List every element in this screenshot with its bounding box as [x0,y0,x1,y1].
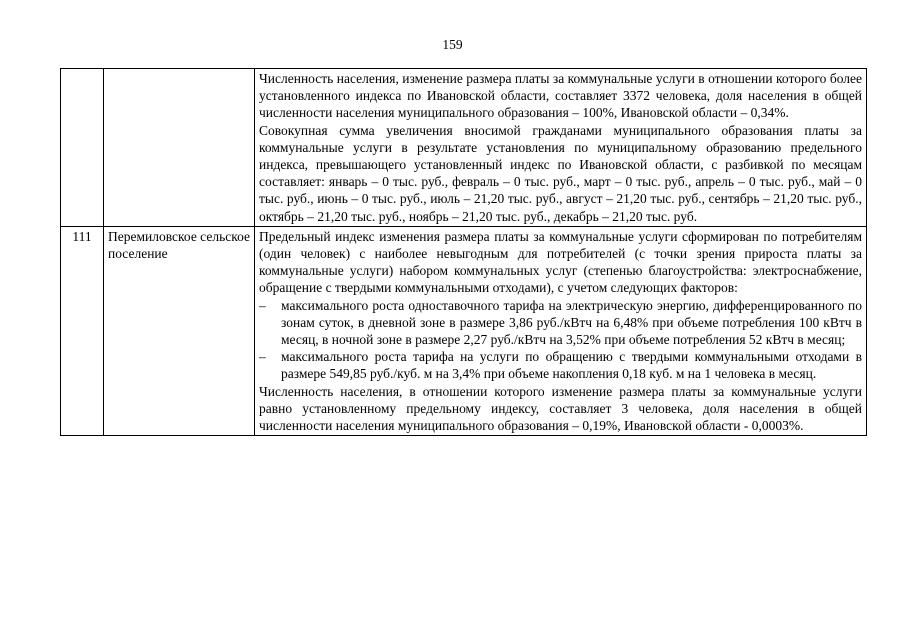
municipality-name-cell: Перемиловское сельское поселение [104,226,255,435]
row-number-cell: 111 [61,226,104,435]
list-item-text: максимального роста одноставочного тарифа на электрическую энергию, дифференцированного по зонам суток, в дневной зоне в размере 3,86 руб./кВтч на 6,48% при объеме потребления 100 кВтч в месяц, в ночной зоне в размере 2,27 руб./кВтч на 3,52% при объеме потребления 52 кВтч в месяц; [281,297,862,348]
description-cell [255,69,867,227]
paragraph: Совокупная сумма увеличения вносимой гражданами муниципального образования платы за коммунальные услуги в результате установления по муниципальному образованию предельного индекса, превышающего установленный индекс по Ивановской области, с разбивкой по месяцам составляет: январь – 0 тыс. руб., февраль – 0 тыс. руб., март – 0 тыс. руб., апрель – 0 тыс. руб., май – 0 тыс. руб., июнь – 0 тыс. руб., июль – 21,20 тыс. руб., август – 21,20 тыс. руб., сентябрь – 21,20 тыс. руб., октябрь – 21,20 тыс. руб., ноябрь – 21,20 тыс. руб., декабрь – 21,20 тыс. руб. [259,122,862,224]
bullet-marker: – [259,297,266,313]
paragraph: Предельный индекс изменения размера платы за коммунальные услуги сформирован по потребителям (один человек) с наиболее невыгодным для потребителей (с точки зрения прироста платы за коммунальные услуги) набором коммунальных услуг (степенью благоустройства: электроснабжение, обращение с твердыми коммунальными отходами), с учетом следующих факторов: [259,228,862,296]
row-number-cell [61,69,104,227]
municipality-name-cell [104,69,255,227]
list-item [259,297,862,349]
page-number: 159 [442,37,463,52]
description-cell [255,226,867,435]
paragraph: Численность населения, в отношении которого изменение размера платы за коммунальные услуги равно установленному предельному индексу, составляет 3 человека, доля населения в общей численности населения муниципального образования – 0,19%, Ивановской области - 0,0003%. [259,383,862,434]
data-table [60,68,867,436]
table-row [61,69,867,227]
table-row [61,226,867,435]
list-item [259,348,862,382]
bullet-marker: – [259,349,266,365]
paragraph: Численность населения, изменение размера платы за коммунальные услуги в отношении которого более установленного индекса по Ивановской области, составляет 3372 человека, доля населения в общей численности населения муниципального образования – 100%, Ивановской области – 0,34%. [259,71,862,121]
list-item-text: максимального роста тарифа на услуги по обращению с твердыми коммунальными отходами в размере 549,85 руб./куб. м на 3,4% при объеме накопления 0,18 куб. м на 1 человека в месяц. [281,349,862,382]
